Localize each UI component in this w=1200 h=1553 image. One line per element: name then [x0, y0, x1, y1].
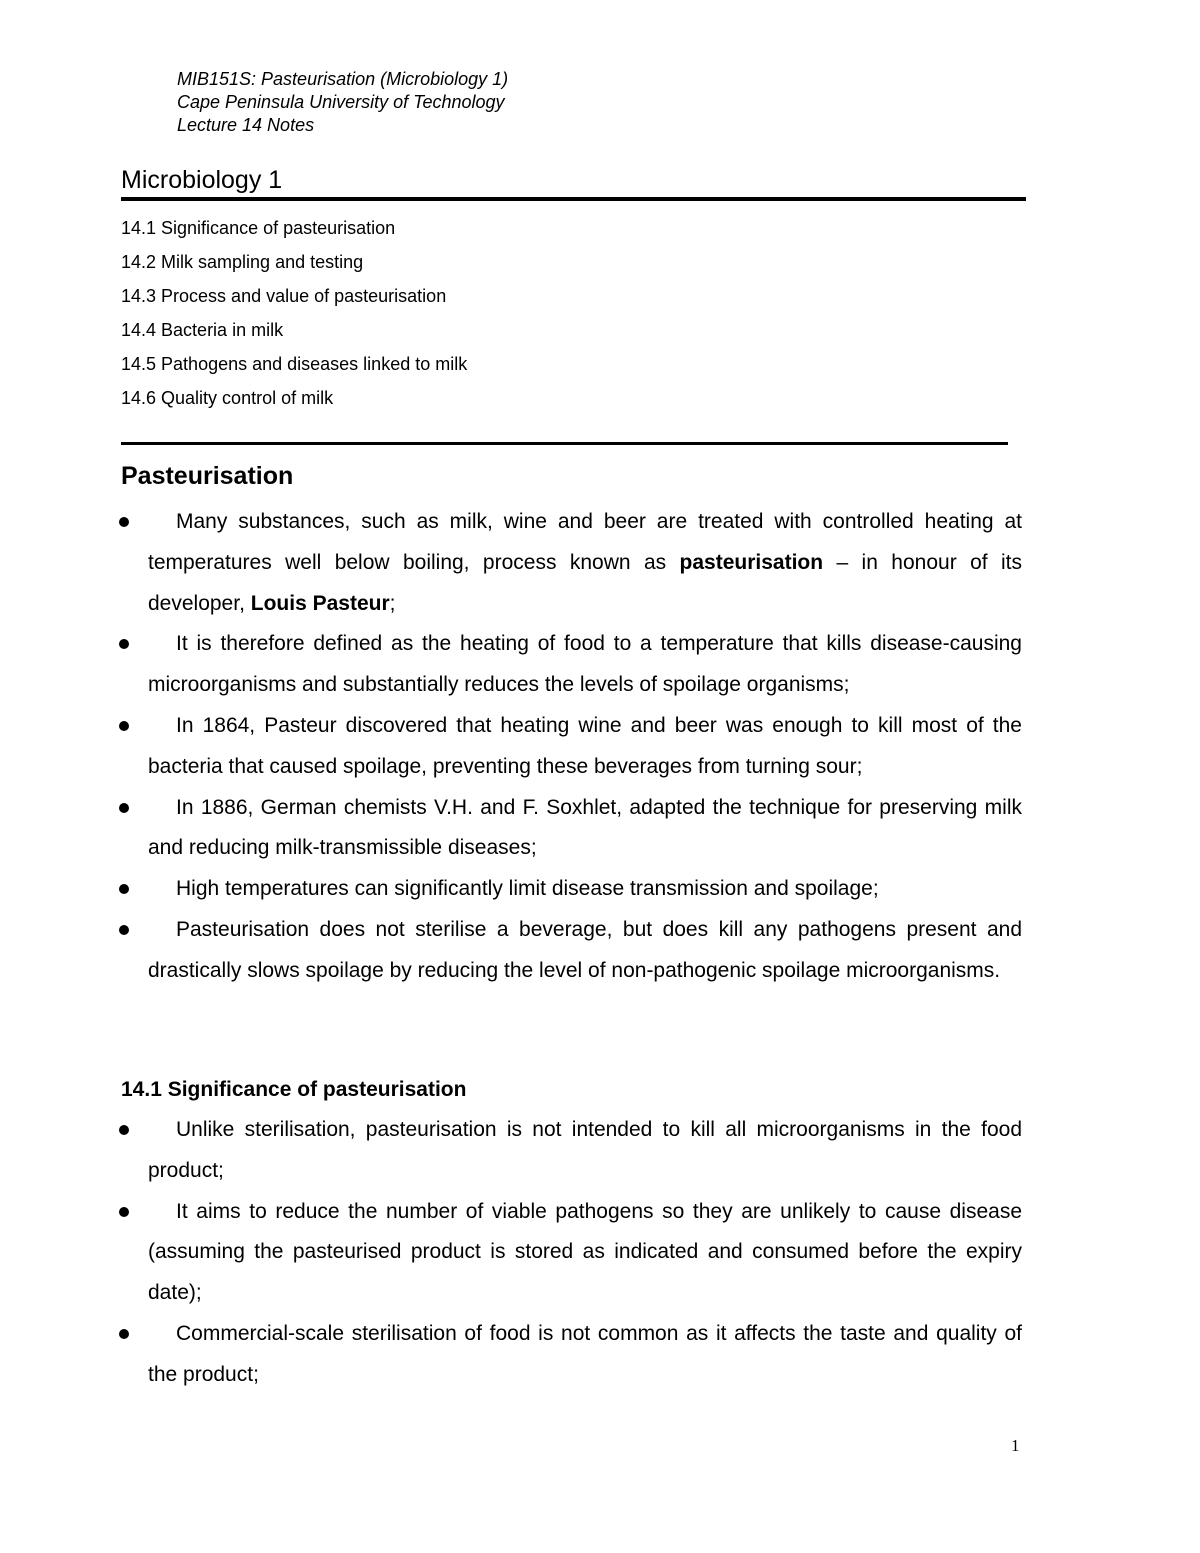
- list-item: [148, 869, 1022, 910]
- bullet-icon: [119, 517, 129, 527]
- list-item: [148, 1192, 1022, 1314]
- toc-item: 14.4 Bacteria in milk: [121, 320, 284, 340]
- bullet-text: High temperatures can significantly limit disease transmission and spoilage;: [176, 877, 879, 901]
- bullet-text: Unlike sterilisation, pasteurisation is not intended to kill all microorganisms in the food product;: [148, 1118, 1022, 1182]
- bullet-text: It aims to reduce the number of viable pathogens so they are unlikely to cause disease (assuming the pasteurised product is stored as indicated and consumed before the expiry date);: [148, 1199, 1022, 1305]
- pasteurisation-bullet-list: [148, 502, 1022, 992]
- bullet-icon: [119, 721, 129, 731]
- section-heading-pasteurisation: Pasteurisation: [121, 462, 294, 490]
- toc-item: 14.2 Milk sampling and testing: [121, 252, 364, 272]
- table-of-contents: [121, 216, 467, 420]
- bullet-icon: [119, 1329, 129, 1339]
- list-item: [148, 1110, 1022, 1192]
- bullet-text: In 1886, German chemists V.H. and F. Soxhlet, adapted the technique for preserving milk and reducing milk-transmissible diseases;: [148, 795, 1022, 860]
- page-header: [177, 68, 508, 137]
- toc-item: 14.1 Significance of pasteurisation: [121, 218, 396, 238]
- document-title: Microbiology 1: [121, 166, 283, 194]
- bullet-icon: [119, 1125, 129, 1135]
- bullet-icon: [119, 803, 129, 813]
- bullet-text: Pasteurisation does not sterilise a beverage, but does kill any pathogens present and drastically slows spoilage by reducing the level of non-pathogenic spoilage microorganisms.: [148, 917, 1022, 982]
- bullet-text: – in honour of its developer,: [148, 550, 1022, 615]
- header-course: MIB151S: Pasteurisation (Microbiology 1): [177, 69, 509, 89]
- bullet-icon: [119, 639, 129, 649]
- bullet-text: It is therefore defined as the heating of food to a temperature that kills disease-causing microorganisms and substantially reduces the levels of spoilage organisms;: [148, 632, 1022, 697]
- page-number: 1: [1011, 1436, 1020, 1455]
- header-institution: Cape Peninsula University of Technology: [177, 92, 505, 112]
- bullet-icon: [119, 925, 129, 935]
- bold-name: Louis Pasteur: [250, 591, 390, 615]
- list-item: [148, 788, 1022, 870]
- section-heading-significance: 14.1 Significance of pasteurisation: [121, 1078, 467, 1101]
- list-item: [148, 706, 1022, 788]
- bold-term: pasteurisation: [679, 550, 824, 574]
- significance-bullet-list: [148, 1110, 1022, 1396]
- header-lecture: Lecture 14 Notes: [177, 115, 315, 135]
- bullet-text: In 1864, Pasteur discovered that heating wine and beer was enough to kill most of the bacteria that caused spoilage, preventing these beverages from turning sour;: [148, 713, 1022, 778]
- list-item: [148, 910, 1022, 992]
- toc-item: 14.6 Quality control of milk: [121, 388, 334, 408]
- bullet-icon: [119, 1207, 129, 1217]
- bullet-text: Commercial-scale sterilisation of food is not common as it affects the taste and quality of the product;: [148, 1321, 1022, 1386]
- list-item: [148, 624, 1022, 706]
- section-divider: [121, 442, 1008, 445]
- bullet-icon: [119, 884, 129, 894]
- list-item: [148, 502, 1022, 624]
- bullet-text: Many substances, such as milk, wine and beer are treated with controlled heating at temperatures well below boiling, process known as: [148, 510, 1022, 574]
- bullet-text: ;: [389, 591, 396, 615]
- toc-item: 14.5 Pathogens and diseases linked to milk: [121, 354, 468, 374]
- list-item: [148, 1314, 1022, 1396]
- toc-item: 14.3 Process and value of pasteurisation: [121, 286, 447, 306]
- title-underline: [121, 197, 1026, 201]
